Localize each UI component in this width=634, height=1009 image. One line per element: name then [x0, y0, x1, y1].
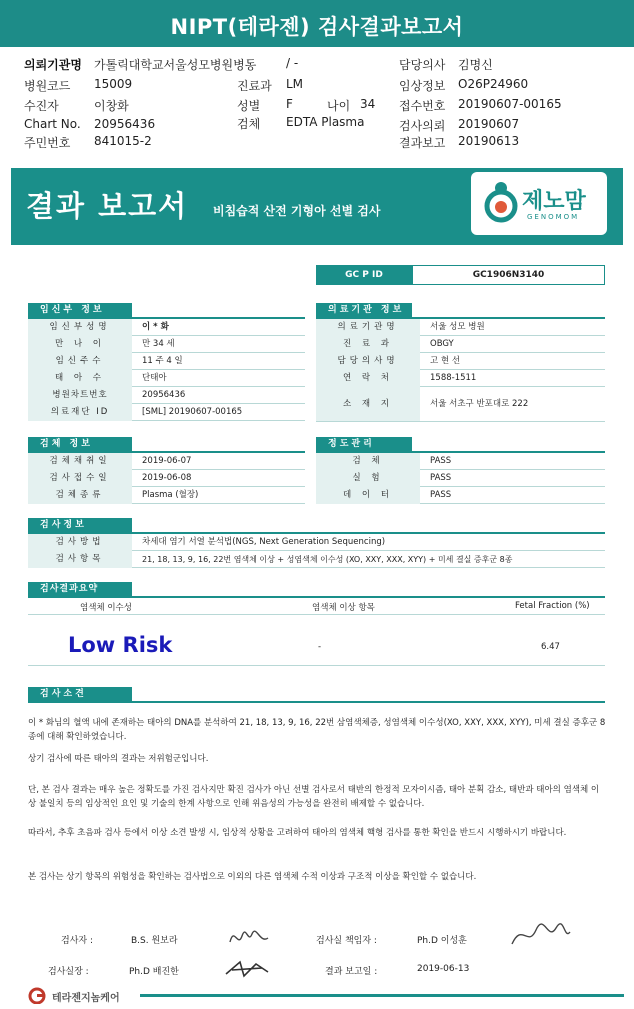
label: 결과보고	[399, 136, 446, 150]
tester-label: 검사자 :	[61, 936, 93, 946]
label: 의뢰기관명	[24, 58, 82, 72]
summary-col-ff: Fetal Fraction (%)	[515, 601, 590, 611]
value: 20190613	[458, 134, 520, 148]
table-row: 담당의사명 고 현 선	[316, 353, 605, 370]
label: 접수번호	[399, 99, 446, 113]
section-summary-head: 검사결과요약	[28, 582, 132, 596]
value: 15009	[94, 77, 133, 91]
section-pregnant-head: 임신부 정보	[28, 303, 132, 317]
table-row: 병원차트번호 20956436	[28, 387, 305, 404]
table-row: 진 료 과 OBGY	[316, 336, 605, 353]
value: F	[286, 97, 293, 111]
footer-line	[140, 994, 624, 997]
table-row: 검사접수일 2019-06-08	[28, 470, 305, 487]
divider	[28, 614, 605, 615]
value: EDTA Plasma	[286, 115, 365, 129]
value: 20190607-00165	[458, 97, 562, 111]
report-date-label: 결과 보고일 :	[325, 967, 378, 977]
logo-subtext: GENOMOM	[527, 213, 580, 221]
lab-responsible-signature-icon	[508, 918, 574, 952]
label: 주민번호	[24, 136, 71, 150]
label: 임상정보	[399, 79, 446, 93]
table-row: 임신주수 11 주 4 일	[28, 353, 305, 370]
result-ff: 6.47	[541, 642, 560, 652]
value: / -	[286, 56, 299, 70]
tester-name: B.S. 원보라	[131, 936, 178, 946]
pregnant-table	[28, 319, 305, 421]
section-qc-head: 정도관리	[316, 437, 412, 451]
genomom-logo-icon	[481, 180, 521, 226]
section-specimen-head: 검체 정보	[28, 437, 132, 451]
table-row: 연 락 처 1588-1511	[316, 370, 605, 387]
label: 병원코드	[24, 79, 71, 93]
institution-table	[316, 319, 605, 422]
summary-col-items: 염색체 이상 항목	[312, 603, 375, 613]
findings-p4: 따라서, 추후 초음파 검사 등에서 이상 소견 발생 시, 임상적 상황을 고려하여 태아의 염색체 핵형 검사를 통한 확인을 반드시 시행하시기 바랍니다.	[28, 828, 567, 838]
value: O26P24960	[458, 77, 529, 91]
footer-company: 테라젠지놈케어	[52, 993, 120, 1004]
value: LM	[286, 77, 304, 91]
label: 수진자	[24, 99, 59, 113]
report-date-value: 2019-06-13	[417, 964, 470, 974]
terragen-logo-icon	[26, 986, 48, 1004]
table-row: 소 재 지 서울 서초구 반포대로 222	[316, 387, 605, 422]
test-table	[28, 534, 605, 568]
label: 검체	[237, 117, 261, 131]
findings-p2: 상기 검사에 따른 태아의 결과는 저위험군입니다.	[28, 754, 209, 764]
report-subtitle: 비침습적 산전 기형아 선별 검사	[213, 204, 381, 218]
tester-signature-icon	[226, 922, 272, 952]
result-item: -	[318, 642, 322, 652]
logo-text: 제노맘	[522, 189, 586, 214]
lab-head-name: Ph.D 배진한	[129, 967, 179, 977]
result-risk: Low Risk	[68, 633, 173, 657]
table-row: 의료기관명 서울 성모 병원	[316, 319, 605, 336]
label: 담당의사	[399, 58, 446, 72]
summary-col-aneuploidy: 염색체 이수성	[80, 603, 132, 613]
header-row-1	[24, 56, 82, 73]
section-institution-head: 의료기관 정보	[316, 303, 412, 317]
lab-responsible-label: 검사실 책임자 :	[316, 936, 377, 946]
label: 검사의뢰	[399, 119, 446, 133]
divider	[28, 596, 605, 598]
label: 나이	[327, 99, 351, 113]
value: 34	[360, 97, 376, 111]
table-row: 검사방법 차세대 염기 서열 분석법(NGS, Next Generation Sequencing)	[28, 534, 605, 551]
value: 841015-2	[94, 134, 152, 148]
section-findings-head: 검사소견	[28, 687, 132, 701]
divider	[28, 665, 605, 666]
findings-p3: 단, 본 검사 결과는 매우 높은 정확도를 가진 검사지만 확진 검사가 아닌 선별 검사로서 태반의 한정적 모자이시즘, 태아 분획 감소, 태반과 태아의 염색체 이상 불일치 등의 임상적인 요인 및 기술의 한계 사항으로 인해 위음성의 가능성을 완전히 배제할 수 없습니다.	[28, 785, 600, 809]
value: 20956436	[94, 117, 156, 131]
divider	[28, 701, 605, 703]
table-row: 검체채취일 2019-06-07	[28, 453, 305, 470]
gc-pid-label: GC P ID	[316, 265, 412, 285]
table-row: 실 험 PASS	[316, 470, 605, 487]
lab-responsible-name: Ph.D 이성훈	[417, 936, 467, 946]
table-row: 데 이 터 PASS	[316, 487, 605, 504]
findings-p5: 본 검사는 상기 항목의 위험성을 확인하는 검사법으로 이외의 다른 염색체 수적 이상과 구조적 이상을 확인할 수 없습니다.	[28, 872, 477, 882]
value: 20190607	[458, 117, 520, 131]
specimen-table	[28, 453, 305, 504]
table-row: 검체종류 Plasma (혈장)	[28, 487, 305, 504]
value: 김명신	[458, 58, 493, 72]
table-row: 태 아 수 단태아	[28, 370, 305, 387]
gc-pid-value: GC1906N3140	[412, 265, 605, 285]
page-title: NIPT(테라젠) 검사결과보고서	[0, 0, 634, 47]
report-title: 결과 보고서	[26, 189, 189, 223]
findings-p1: 이 * 화님의 혈액 내에 존재하는 태아의 DNA를 분석하여 21, 18, 13, 9, 16, 22번 삼염색체증, 성염색체 이수성(XO, XXY, XXX, XYY), 미세 결실 증후군 8종에 대해 확인하였습니다.	[28, 718, 606, 742]
value: 가톨릭대학교서울성모병원병동	[94, 58, 257, 72]
label: 진료과	[237, 79, 272, 93]
table-row: 만 나 이 만 34 세	[28, 336, 305, 353]
lab-head-label: 검사실장 :	[48, 967, 89, 977]
table-row: 검사항목 21, 18, 13, 9, 16, 22번 염색체 이상 + 성염색체 이수성 (XO, XXY, XXX, XYY) + 미세 결실 증후군 8종	[28, 551, 605, 568]
lab-head-signature-icon	[222, 956, 272, 982]
label: 성별	[237, 99, 261, 113]
value: 이창화	[94, 99, 129, 113]
table-row: 검 체 PASS	[316, 453, 605, 470]
qc-table	[316, 453, 605, 504]
label: Chart No.	[24, 117, 81, 131]
table-row: 임신부성명 이 * 화	[28, 319, 305, 336]
table-row: 의료재단 ID [SML] 20190607-00165	[28, 404, 305, 421]
section-test-head: 검사정보	[28, 518, 132, 532]
